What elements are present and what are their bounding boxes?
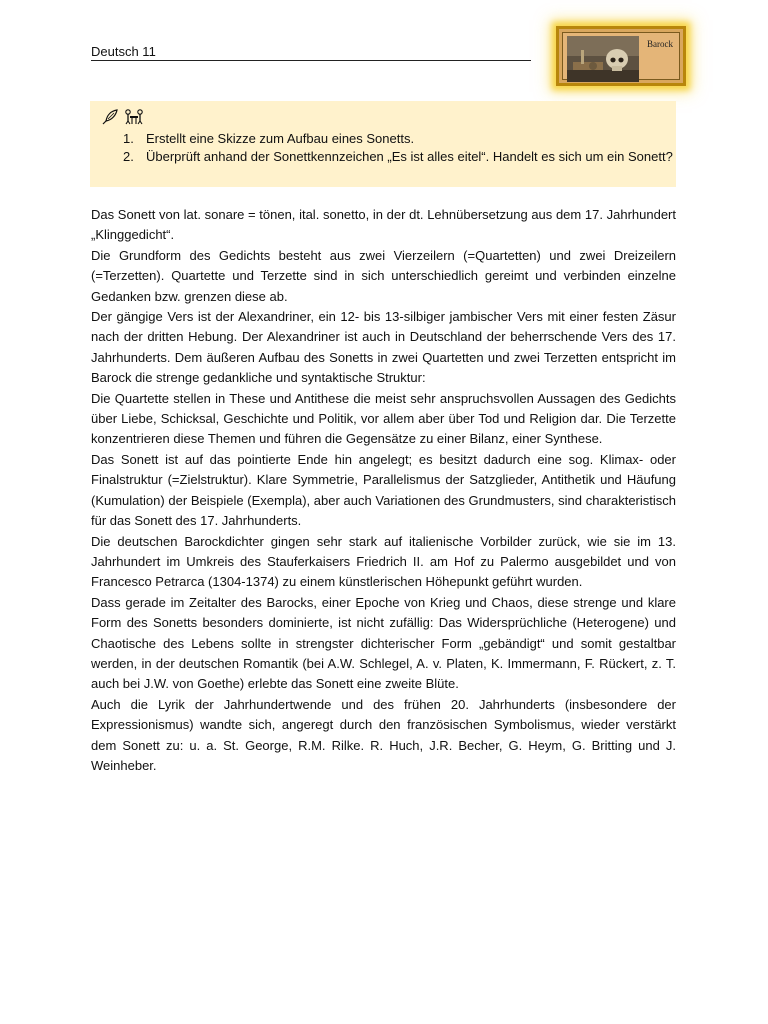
paragraph: Das Sonett ist auf das pointierte Ende hin angelegt; es besitzt dadurch eine sog. Klimax- oder Finalstruktur (=Zielstruktur). Klare Symmetrie, Parallelismus der Satzglieder, Antithetik und Häufung (Kumulation) der Beispiele (Exempla), aber auch Variationen des Grundmusters, sind charakteristisch für das Sonett des 17. Jahrhunderts.	[91, 451, 676, 529]
task-list	[123, 130, 673, 166]
badge-frame	[562, 32, 680, 80]
paragraph: Der gängige Vers ist der Alexandriner, ein 12- bis 13-silbiger jambischer Vers mit einer festen Zäsur nach der dritten Hebung. Der Alexandriner ist auch in Deutschland der beherrschende Vers des 17. Jahrhunderts. Dem äußeren Aufbau des Sonetts in zwei Quartetten und zwei Terzetten entspricht im Barock die strenge gedankliche und syntaktische Struktur:	[91, 309, 676, 386]
task-item-number: 2.	[123, 149, 134, 164]
task-item-text: Überprüft anhand der Sonettkennzeichen „Es ist alles eitel“. Handelt es sich um ein Sonett?	[146, 149, 673, 164]
paragraph: Auch die Lyrik der Jahrhundertwende und des frühen 20. Jahrhunderts (insbesondere der Expressionismus) wandte sich, angeregt durch den französischen Symbolismus, wieder verstärkt dem Sonett zu: u. a. St. George, R.M. Rilke. R. Huch, J.R. Becher, G. Heym, G. Britting und J. Weinheber.	[91, 696, 676, 773]
epoch-badge	[556, 26, 686, 86]
vanitas-still-life-image	[567, 36, 639, 82]
task-box	[90, 101, 676, 187]
task-item	[123, 148, 673, 166]
page-header-title: Deutsch 11	[91, 44, 531, 61]
task-item	[123, 130, 673, 148]
paragraph: Die Quartette stellen in These und Antithese die meist sehr anspruchsvollen Aussagen des Gedichts über Liebe, Schicksal, Geschichte und Politik, vor allem aber über Tod und Religion dar. Die Terzette konzentrieren diese Themen und führen die Gegensätze zu einer Bilanz, einer Synthese.	[91, 390, 676, 447]
paragraph: Die Grundform des Gedichts besteht aus zwei Vierzeilern (=Quartetten) und zwei Dreizeilern (=Terzetten). Quartette und Terzette sind in sich unterschiedlich gereimt und verbinden einzelne Gedanken bzw. grenzen diese ab.	[91, 247, 676, 304]
task-item-text: Erstellt eine Skizze zum Aufbau eines Sonetts.	[146, 131, 415, 146]
task-item-number: 1.	[123, 131, 134, 146]
task-icons	[101, 108, 145, 126]
paragraph: Das Sonett von lat. sonare = tönen, ital. sonetto, in der dt. Lehnübersetzung aus dem 17. Jahrhundert „Klinggedicht“.	[91, 207, 676, 243]
badge-label: Barock	[647, 39, 673, 49]
paragraph: Dass gerade im Zeitalter des Barocks, einer Epoche von Krieg und Chaos, diese strenge und klare Form des Sonetts besonders dominierte, ist nicht zufällig: Das Widersprüchliche (Heterogene) und Chaotische des Lebens sollte in strengster dichterischer Form „gebändigt“ und somit gestaltbar werden, in der deutschen Romantik (bei A.W. Schlegel, A. v. Platen, K. Immermann, F. Rückert, z. T. auch bei J.W. von Goethe) erlebte das Sonett eine zweite Blüte.	[91, 594, 676, 692]
body-text	[91, 205, 676, 776]
group-work-icon	[123, 108, 145, 126]
quill-icon	[101, 108, 119, 126]
paragraph: Die deutschen Barockdichter gingen sehr stark auf italienische Vorbilder zurück, wie sie im 13. Jahrhundert im Umkreis des Stauferkaisers Friedrich II. am Hof zu Palermo ausgebildet und von Francesco Petrarca (1304-1374) zu einem künstlerischen Höhepunkt geführt wurden.	[91, 533, 676, 590]
